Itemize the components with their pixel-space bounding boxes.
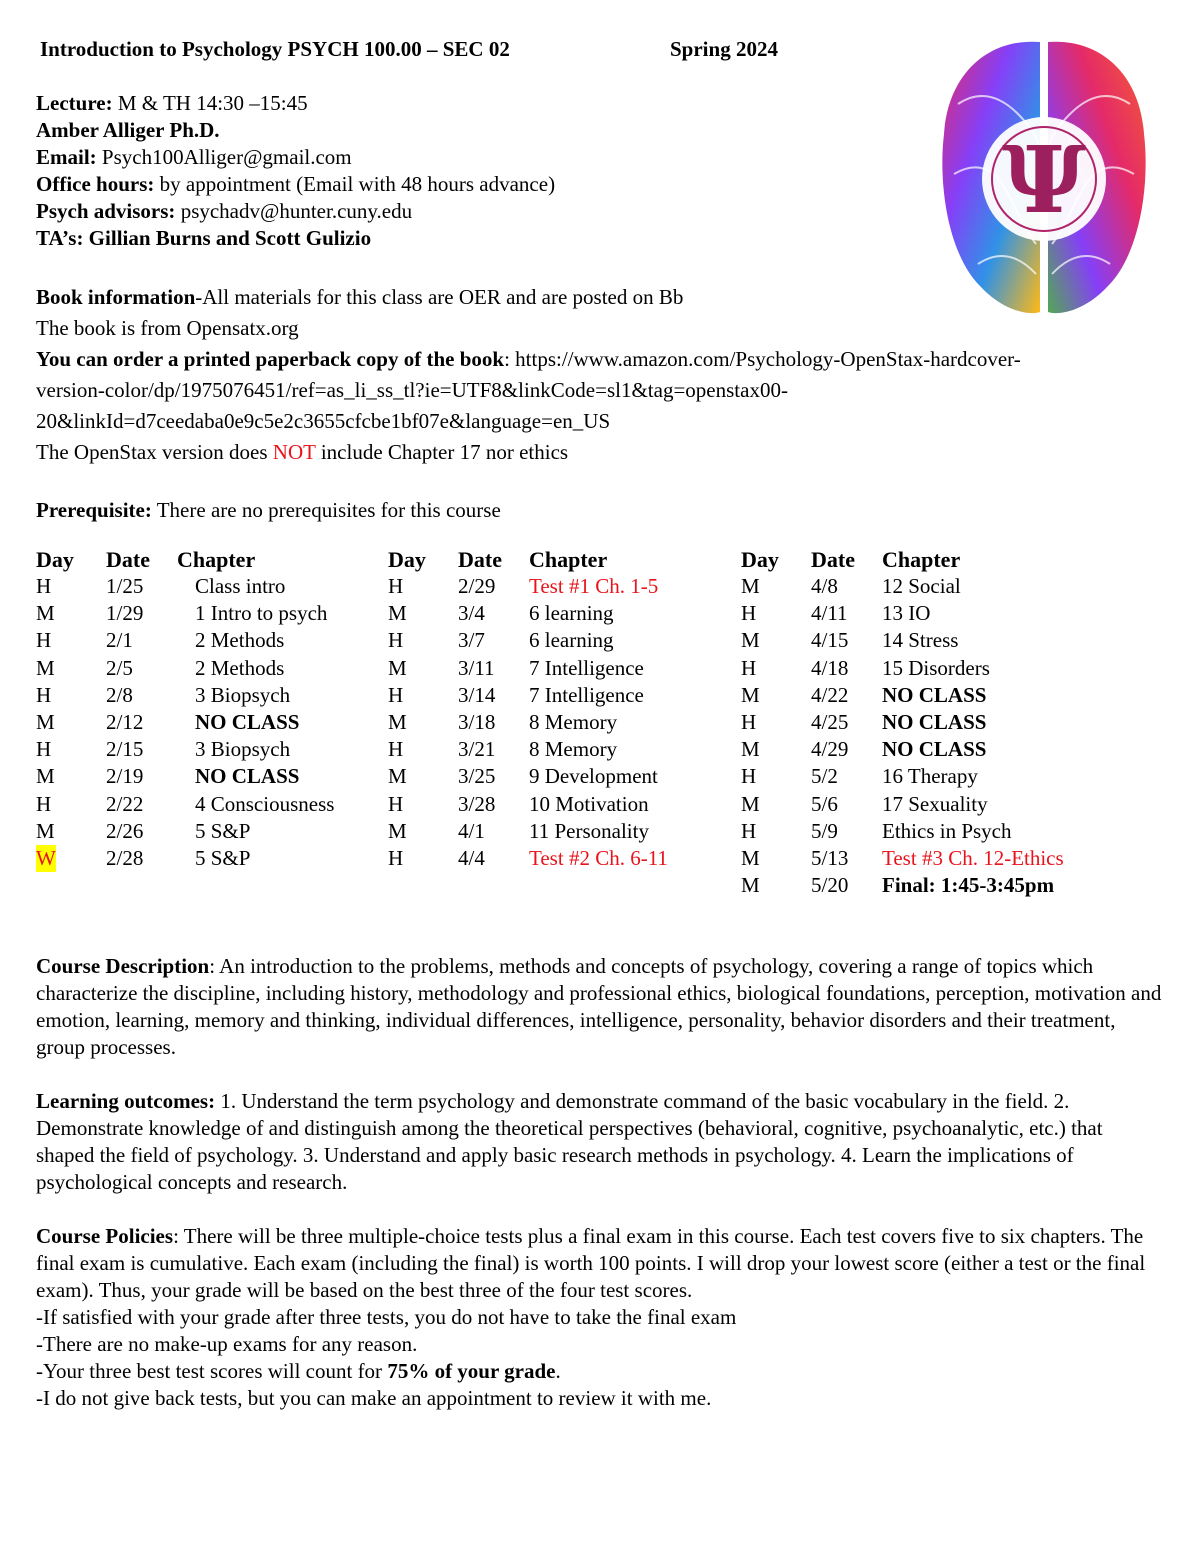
schedule-date: 3/14 bbox=[458, 682, 496, 707]
schedule-day: H bbox=[388, 791, 404, 816]
schedule-date: 5/13 bbox=[811, 846, 849, 870]
lecture-value: M & TH 14:30 –15:45 bbox=[112, 91, 308, 115]
schedule-chapter: 7 Intelligence bbox=[529, 682, 644, 707]
schedule-day: M bbox=[388, 764, 407, 789]
book-order-url-1[interactable]: : https://www.amazon.com/Psychology-OpenStax-hardcover- bbox=[504, 347, 1021, 371]
book-order-url-2[interactable]: version-color/dp/1975076451/ref=as_li_ss_tl?ie=UTF8&linkCode=sl1&tag=openstax00- bbox=[36, 378, 788, 402]
schedule-date: 1/25 bbox=[106, 574, 144, 598]
schedule-date: 4/8 bbox=[811, 574, 838, 598]
svg-text:Ψ: Ψ bbox=[1001, 126, 1087, 234]
schedule-day: M bbox=[388, 710, 407, 734]
policy-bullet-3-post: . bbox=[555, 1359, 561, 1383]
schedule-chapter: NO CLASS bbox=[882, 710, 987, 734]
schedule-chapter: 16 Therapy bbox=[882, 764, 978, 789]
schedule-date: 4/22 bbox=[811, 682, 849, 707]
schedule-day: H bbox=[36, 737, 52, 762]
instructor-name: Amber Alliger Ph.D. bbox=[36, 118, 220, 142]
schedule-chapter: 2 Methods bbox=[195, 655, 285, 680]
schedule-chapter: 4 Consciousness bbox=[195, 791, 335, 816]
schedule-chapter: 8 Memory bbox=[529, 710, 618, 734]
schedule-chapter: 14 Stress bbox=[882, 628, 959, 653]
schedule-day: M bbox=[388, 818, 407, 843]
schedule-day: M bbox=[741, 791, 760, 816]
schedule-day: H bbox=[388, 846, 404, 870]
course-description-label: Course Description bbox=[36, 954, 210, 978]
schedule-header-date: Date bbox=[811, 547, 855, 572]
schedule-chapter: 12 Social bbox=[882, 574, 961, 598]
schedule-day: H bbox=[388, 737, 404, 762]
schedule-date: 3/28 bbox=[458, 791, 496, 816]
schedule-chapter: 5 S&P bbox=[195, 846, 251, 870]
book-info-label: Book information bbox=[36, 285, 196, 309]
schedule-day: H bbox=[741, 601, 757, 626]
schedule-chapter: 1 Intro to psych bbox=[195, 601, 328, 626]
policy-bullet-4: -I do not give back tests, but you can make an appointment to review it with me. bbox=[36, 1386, 712, 1410]
schedule-date: 4/4 bbox=[458, 846, 485, 870]
schedule-date: 2/28 bbox=[106, 846, 144, 870]
schedule-day: H bbox=[36, 682, 52, 707]
schedule-header-day: Day bbox=[36, 547, 74, 572]
schedule-date: 5/2 bbox=[811, 764, 838, 789]
schedule-day: M bbox=[36, 818, 55, 843]
schedule-date: 4/11 bbox=[811, 601, 848, 626]
schedule-day: M bbox=[741, 574, 760, 598]
prerequisite-label: Prerequisite: bbox=[36, 498, 152, 522]
advisors-line bbox=[36, 198, 412, 225]
schedule-date: 5/20 bbox=[811, 873, 849, 898]
email-line bbox=[36, 144, 352, 171]
email-label: Email: bbox=[36, 145, 97, 169]
schedule-date: 4/18 bbox=[811, 655, 849, 680]
schedule-chapter: Class intro bbox=[195, 574, 286, 598]
book-note-pre: The OpenStax version does bbox=[36, 440, 273, 464]
schedule-date: 3/7 bbox=[458, 628, 485, 653]
schedule-date: 3/11 bbox=[458, 655, 495, 680]
book-info-line bbox=[36, 284, 683, 311]
schedule-chapter: 7 Intelligence bbox=[529, 655, 644, 680]
policy-bullet-3-pre: -Your three best test scores will count for bbox=[36, 1359, 388, 1383]
schedule-chapter: 13 IO bbox=[882, 601, 931, 626]
schedule-date: 2/1 bbox=[106, 628, 133, 653]
policy-bullet-2: -There are no make-up exams for any reason. bbox=[36, 1332, 418, 1356]
schedule-day: M bbox=[36, 601, 55, 626]
lecture-label: Lecture: bbox=[36, 91, 113, 115]
schedule-date: 4/15 bbox=[811, 628, 849, 653]
course-policies-text: : There will be three multiple-choice tests plus a final exam in this course. Each test covers five to six chapters. The final exam is cumulative. Each exam (including the final) is worth 100 points. I will drop your lowest score (either a test or the final exam). Thus, your grade will be based on the best three of the four test scores. bbox=[36, 1224, 1146, 1302]
schedule-date: 4/1 bbox=[458, 818, 485, 843]
learning-outcomes bbox=[36, 1088, 1166, 1196]
schedule-chapter: 2 Methods bbox=[195, 628, 285, 653]
schedule-header-date: Date bbox=[106, 547, 150, 572]
office-hours-line bbox=[36, 171, 555, 198]
course-description bbox=[36, 953, 1166, 1061]
schedule-chapter: 3 Biopsych bbox=[195, 682, 291, 707]
email-value: Psych100Alliger@gmail.com bbox=[96, 145, 352, 169]
schedule-chapter: 10 Motivation bbox=[529, 791, 649, 816]
lecture-line bbox=[36, 90, 308, 117]
learning-outcomes-text: 1. Understand the term psychology and demonstrate command of the basic vocabulary in the field. 2. Demonstrate knowledge of and distinguish among the theoretical perspectives (behavioral, cognitive, psychoanalytic, etc.) that shaped the field of psychology. 3. Understand and apply basic research methods in psychology. 4. Learn the implications of psychological concepts and research. bbox=[36, 1089, 1103, 1194]
schedule-chapter: 8 Memory bbox=[529, 737, 618, 762]
schedule-header-day: Day bbox=[388, 547, 426, 572]
book-order-label: You can order a printed paperback copy of the book bbox=[36, 347, 505, 371]
office-hours-label: Office hours: bbox=[36, 172, 155, 196]
schedule-chapter: 6 learning bbox=[529, 601, 614, 626]
schedule-date: 2/22 bbox=[106, 791, 144, 816]
schedule-day: M bbox=[388, 601, 407, 626]
schedule-date: 1/29 bbox=[106, 601, 144, 626]
schedule-day: M bbox=[36, 710, 55, 734]
schedule-day: W bbox=[36, 846, 56, 870]
schedule-chapter: NO CLASS bbox=[882, 682, 987, 707]
schedule-chapter: 5 S&P bbox=[195, 818, 251, 843]
schedule-date: 4/29 bbox=[811, 737, 849, 762]
schedule-date: 5/9 bbox=[811, 818, 838, 843]
schedule-date: 2/5 bbox=[106, 655, 133, 680]
book-order-url-3[interactable]: 20&linkId=d7ceedaba0e9c5e2c3655cfcbe1bf07e&language=en_US bbox=[36, 409, 611, 433]
schedule-chapter: 9 Development bbox=[529, 764, 658, 789]
schedule-day: H bbox=[741, 710, 757, 734]
schedule-date: 3/4 bbox=[458, 601, 485, 626]
schedule-chapter: 3 Biopsych bbox=[195, 737, 291, 762]
prerequisite-line bbox=[36, 497, 501, 524]
schedule-chapter: 6 learning bbox=[529, 628, 614, 653]
schedule-date: 2/12 bbox=[106, 710, 144, 734]
learning-outcomes-label: Learning outcomes: bbox=[36, 1089, 216, 1113]
schedule-date: 2/26 bbox=[106, 818, 144, 843]
course-policies bbox=[36, 1223, 1166, 1304]
schedule-header-chapter: Chapter bbox=[177, 547, 256, 572]
schedule-chapter: NO CLASS bbox=[882, 737, 987, 762]
schedule-day: H bbox=[741, 655, 757, 680]
policy-bullet-1: -If satisfied with your grade after three tests, you do not have to take the final exam bbox=[36, 1305, 737, 1329]
schedule-day: H bbox=[388, 574, 404, 598]
schedule-chapter: 17 Sexuality bbox=[882, 791, 988, 816]
schedule-chapter: Final: 1:45-3:45pm bbox=[882, 873, 1055, 898]
policy-bullet-3 bbox=[36, 1358, 561, 1385]
schedule-day: M bbox=[741, 682, 760, 707]
schedule-chapter: NO CLASS bbox=[195, 764, 300, 789]
schedule-day: M bbox=[741, 737, 760, 762]
schedule-day: M bbox=[36, 764, 55, 789]
advisors-label: Psych advisors: bbox=[36, 199, 176, 223]
schedule-chapter: Ethics in Psych bbox=[882, 818, 1012, 843]
schedule-day: H bbox=[741, 764, 757, 789]
schedule-chapter: 15 Disorders bbox=[882, 655, 990, 680]
schedule-day: H bbox=[388, 682, 404, 707]
schedule-date: 2/19 bbox=[106, 764, 144, 789]
schedule-date: 3/21 bbox=[458, 737, 496, 762]
schedule-header-chapter: Chapter bbox=[882, 547, 961, 572]
course-policies-label: Course Policies bbox=[36, 1224, 174, 1248]
course-title: Introduction to Psychology PSYCH 100.00 – SEC 02 bbox=[40, 37, 510, 61]
schedule-header-day: Day bbox=[741, 547, 779, 572]
office-hours-value: by appointment (Email with 48 hours advance) bbox=[154, 172, 556, 196]
book-note-post: include Chapter 17 nor ethics bbox=[315, 440, 569, 464]
schedule-chapter: NO CLASS bbox=[195, 710, 300, 734]
psi-brain-icon bbox=[918, 24, 1170, 334]
schedule-date: 3/25 bbox=[458, 764, 496, 789]
schedule-day: H bbox=[741, 818, 757, 843]
book-note-not: NOT bbox=[272, 440, 316, 464]
book-note-line bbox=[36, 439, 568, 466]
schedule-chapter: Test #2 Ch. 6-11 bbox=[529, 846, 668, 870]
advisors-value: psychadv@hunter.cuny.edu bbox=[175, 199, 413, 223]
policy-bullet-3-bold: 75% of your grade bbox=[387, 1359, 556, 1383]
schedule-date: 2/15 bbox=[106, 737, 144, 762]
schedule-date: 4/25 bbox=[811, 710, 849, 734]
prerequisite-value: There are no prerequisites for this course bbox=[151, 498, 501, 522]
schedule-day: M bbox=[741, 628, 760, 653]
schedule-date: 3/18 bbox=[458, 710, 496, 734]
book-order-line bbox=[36, 346, 1021, 373]
schedule-date: 2/29 bbox=[458, 574, 496, 598]
schedule-chapter: Test #3 Ch. 12-Ethics bbox=[882, 846, 1064, 870]
schedule-date: 5/6 bbox=[811, 791, 838, 816]
schedule-header-chapter: Chapter bbox=[529, 547, 608, 572]
schedule-chapter: Test #1 Ch. 1-5 bbox=[529, 574, 659, 598]
schedule-chapter: 11 Personality bbox=[529, 818, 649, 843]
schedule-day: H bbox=[36, 791, 52, 816]
schedule-day: H bbox=[388, 628, 404, 653]
teaching-assistants: TA’s: Gillian Burns and Scott Gulizio bbox=[36, 226, 372, 250]
course-description-text: : An introduction to the problems, methods and concepts of psychology, covering a range of topics which characterize the discipline, including history, methodology and professional ethics, biological foundations, perception, motivation and emotion, learning, memory and thinking, individual differences, intelligence, personality, behavior disorders and their treatment, group processes. bbox=[36, 954, 1162, 1059]
schedule-day: M bbox=[36, 655, 55, 680]
schedule-day: M bbox=[741, 846, 760, 870]
schedule-date: 2/8 bbox=[106, 682, 133, 707]
book-info-value: -All materials for this class are OER and are posted on Bb bbox=[195, 285, 684, 309]
schedule-day: M bbox=[741, 873, 760, 898]
schedule-header-date: Date bbox=[458, 547, 502, 572]
course-term: Spring 2024 bbox=[670, 37, 778, 61]
schedule-day: H bbox=[36, 574, 52, 598]
schedule-day: M bbox=[388, 655, 407, 680]
book-source-line: The book is from Opensatx.org bbox=[36, 316, 299, 340]
schedule-day: H bbox=[36, 628, 52, 653]
